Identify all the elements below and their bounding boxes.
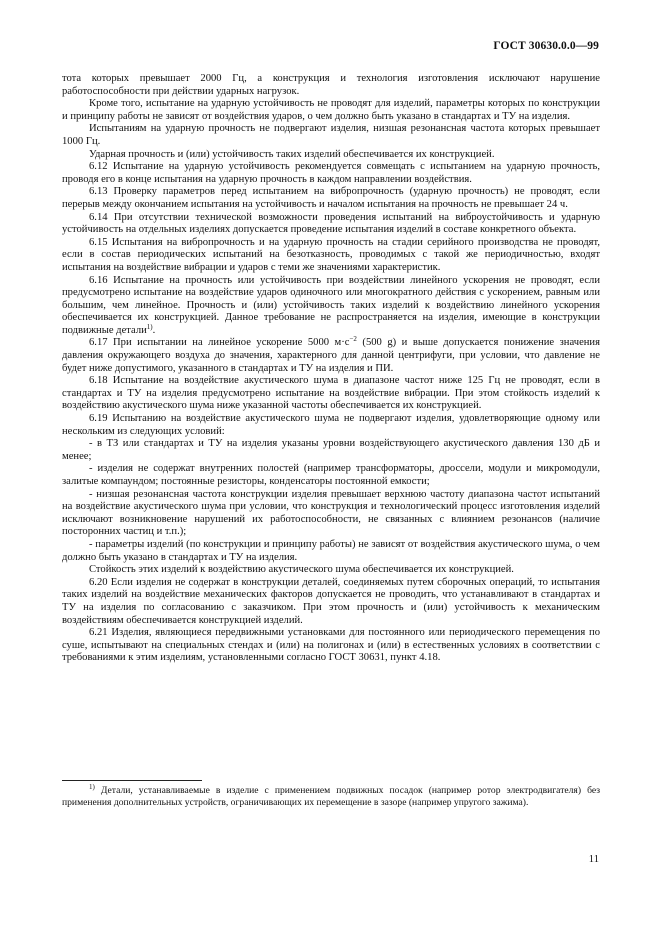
paragraph-6-21: 6.21 Изделия, являющиеся передвижными установками для постоянного или периодического перемещения по суше, испытывают на специальных стендах и (или) на полигонах и (или) в естественных условиях в соответствии с требованиями к этим изделиям, установленными согласно ГОСТ 30631, пункт 4.18.: [62, 627, 600, 664]
body-text: [62, 73, 600, 665]
paragraph: Испытаниям на ударную прочность не подвергают изделия, низшая резонансная частота которых превышает 1000 Гц.: [62, 123, 600, 147]
paragraph-6-19: 6.19 Испытанию на воздействие акустического шума не подвергают изделия, удовлетворяющие одному или нескольким из следующих условий:: [62, 413, 600, 437]
paragraph: Ударная прочность и (или) устойчивость таких изделий обеспечивается их конструкцией.: [89, 148, 495, 160]
page-header-standard: ГОСТ 30630.0.0—99: [493, 40, 599, 52]
paragraph-6-14: 6.14 При отсутствии технической возможности проведения испытаний на виброустойчивость и ударную устойчивость на отдельных изделиях допускается проведение испытания изделий в составе конкретного объекта.: [62, 211, 600, 236]
paragraph-6-17-before: 6.17 При испытании на линейное ускорение 5000 м·с: [89, 337, 350, 349]
paragraph: Кроме того, испытание на ударную устойчивость не проводят для изделий, параметры которых по конструкции и принципу работы не зависят от воздействия ударов, о чем должно быть указано в стандартах и ТУ на изделия.: [62, 98, 600, 122]
paragraph-6-12: 6.12 Испытание на ударную устойчивость рекомендуется совмещать с испытанием на ударную прочность, проводя его в конце испытания на ударную прочность в каждом направлении воздействия.: [62, 161, 600, 185]
footnote: [62, 785, 600, 808]
list-item: - параметры изделий (по конструкции и принципу работы) не зависят от воздействия акустического шума, о чем должно быть указано в стандартах и ТУ на изделия.: [62, 538, 600, 563]
list-item: - изделия не содержат внутренних полостей (например трансформаторы, дроссели, модули и микромодули, залитые компаундом; постоянные резисторы, конденсаторы постоянной емкости;: [62, 463, 600, 487]
unit-exponent: −2: [349, 335, 357, 344]
paragraph: Стойкость этих изделий к воздействию акустического шума обеспечивается их конструкцией.: [89, 564, 514, 576]
paragraph-6-17: [62, 337, 600, 375]
paragraph-6-20: 6.20 Если изделия не содержат в конструкции деталей, соединяемых путем сборочных операций, то испытания таких изделий на воздействие механических факторов допускается не проводить, что устанавливают в стандартах и ТУ на изделия по согласованию с заказчиком. При этом прочность и (или) устойчивость к механическим воздействиям обеспечивается конструкцией изделий.: [62, 576, 600, 626]
footnote-separator: [62, 780, 202, 781]
paragraph-6-18: 6.18 Испытание на воздействие акустического шума в диапазоне частот ниже 125 Гц не проводят, если в стандартах и ТУ на изделия предусмотрено испытание на воздействие вибрации. При этом стойкость изделий к воздействию акустического шума ниже указанной частоты обеспечивается их конструкцией.: [62, 375, 600, 412]
paragraph-6-17-after: (500 g) и выше допускается понижение значения давления окружающего воздуха до значения, характерного для данной центрифуги, при условии, что давление не будет ниже допустимого, указанного в стандартах и ТУ на изделия и ПИ.: [62, 337, 600, 374]
footnote-reference[interactable]: 1): [146, 322, 153, 331]
paragraph-6-13: 6.13 Проверку параметров перед испытанием на вибропрочность (ударную прочность) не проводят, если перерыв между окончанием испытания на устойчивость и началом испытания на прочность не превышает 24 ч.: [62, 186, 600, 210]
list-item: - низшая резонансная частота конструкции изделия превышает верхнюю частоту диапазона частот испытаний на воздействие акустического шума при условии, что конструкция и технологический процесс изготовления изделий исключают возникновение нарушений их работоспособности, не связанных с влиянием резонансов (наличие посторонних частиц и т.п.);: [62, 488, 600, 538]
footnote-mark: 1): [89, 783, 95, 791]
paragraph-6-15: 6.15 Испытания на вибропрочность и на ударную прочность на стадии серийного производства не проводят, если в состав периодических испытаний на безотказность, проводимых с такой же периодичностью, входят испытания на воздействие вибрации и ударов с теми же значениями характеристик.: [62, 236, 600, 273]
paragraph-6-16: [62, 275, 600, 338]
paragraph-6-16-tail: .: [152, 324, 156, 336]
list-item: - в ТЗ или стандартах и ТУ на изделия указаны уровни воздействующего акустического давления 130 дБ и менее;: [62, 438, 600, 462]
paragraph-6-16-text: 6.16 Испытание на прочность или устойчивость при воздействии линейного ускорения не проводят, если предусмотрено испытание на воздействие ударов одиночного или многократного действия с ускорением, равным или большим, чем линейное. Прочность и (или) устойчивость таких изделий к воздействию линейного ускорения обеспечивается их конструкцией. Данное требование не распространяется на изделия, имеющие в конструкции подвижные детали: [62, 274, 600, 336]
footnote-text: Детали, устанавливаемые в изделие с применением подвижных посадок (например ротор электродвигателя) без применения дополнительных устройств, ограничивающих их перемещение в зазоре (например упругого зажима).: [62, 785, 600, 808]
paragraph-continuation: тота которых превышает 2000 Гц, а конструкция и технология изготовления исключают нарушение работоспособности при действии ударных нагрузок.: [62, 73, 600, 97]
page-number: 11: [588, 854, 599, 865]
